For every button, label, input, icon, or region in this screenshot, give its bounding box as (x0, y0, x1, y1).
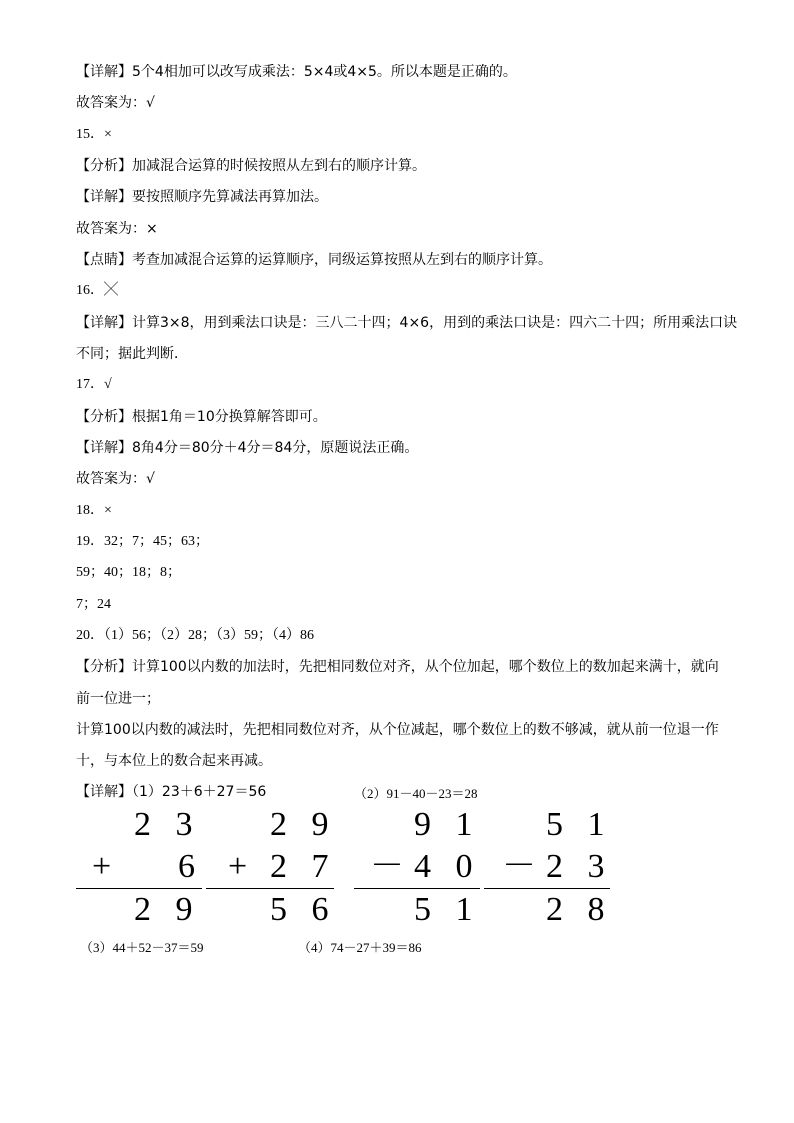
text-line: 【点睛】考查加减混合运算的运算顺序，同级运算按照从左到右的顺序计算。 (76, 252, 552, 268)
text-line: 故答案为：√ (76, 95, 155, 111)
calc2-rule (206, 888, 334, 889)
calc4-operator: － (502, 848, 536, 885)
text-line: 【分析】加减混合运算的时候按照从左到右的顺序计算。 (76, 158, 426, 174)
text-line: 不同；据此判断． (76, 346, 188, 362)
text-line: 【分析】根据1角＝10分换算解答即可。 (76, 409, 327, 425)
detail-label: 【详解】（1）23＋6＋27＝56 (76, 784, 267, 800)
answer-line: 20．（1）56；（2）28；（3）59；（4）86 (76, 628, 314, 643)
text-line: 【分析】计算100以内数的加法时，先把相同数位对齐，从个位加起，哪个数位上的数加起来满十，就向 (76, 659, 719, 675)
calc3-bottom: 4 0 (414, 848, 481, 885)
calc3-rule (354, 888, 480, 889)
text-line: 【详解】要按照顺序先算减法再算加法。 (76, 189, 328, 205)
calc3-top: 9 1 (414, 806, 481, 843)
answer-line: 19．32；7；45；63； (76, 534, 209, 549)
text-line: 故答案为：√ (76, 471, 155, 487)
calc1-bottom: 6 (178, 848, 195, 885)
calc2-result: 5 6 (270, 891, 337, 928)
calc1-rule (76, 888, 202, 889)
text-line: 十，与本位上的数合起来再减。 (76, 753, 272, 769)
question-number: 15．× (76, 127, 112, 142)
text-line: 计算100以内数的减法时，先把相同数位对齐，从个位减起，哪个数位上的数不够减，就从前一位退一作 (76, 722, 719, 738)
calc2-bottom: 2 7 (270, 848, 337, 885)
answer-line: 7；24 (76, 597, 111, 612)
part4-label: （4）74－27＋39＝86 (298, 940, 422, 955)
calc4-rule (484, 888, 610, 889)
part2-label: （2）91－40－23＝28 (354, 786, 478, 801)
question-number: 17．√ (76, 377, 112, 392)
calc2-top: 2 9 (270, 806, 337, 843)
calc4-result: 2 8 (546, 891, 613, 928)
calc4-top: 5 1 (546, 806, 613, 843)
question-number: 16．╳ (76, 283, 118, 298)
text-line: 【详解】5个4相加可以改写成乘法：5×4或4×5。所以本题是正确的。 (76, 64, 517, 80)
calc1-result: 2 9 (134, 891, 201, 928)
text-line: 故答案为：× (76, 221, 158, 237)
calc1-top: 2 3 (134, 806, 201, 843)
part3-label: （3）44＋52－37＝59 (80, 940, 204, 955)
calc4-bottom: 2 3 (546, 848, 613, 885)
text-line: 前一位进一； (76, 691, 160, 707)
text-line: 【详解】8角4分＝80分＋4分＝84分，原题说法正确。 (76, 440, 419, 456)
question-number: 18．× (76, 503, 112, 518)
answer-line: 59；40；18；8； (76, 565, 181, 580)
calc3-result: 5 1 (414, 891, 481, 928)
calc3-operator: － (370, 848, 404, 885)
calc2-operator: + (228, 848, 248, 885)
text-line: 【详解】计算3×8，用到乘法口诀是：三八二十四；4×6，用到的乘法口诀是：四六二十四；所用乘法口诀 (76, 315, 738, 331)
calc1-operator: + (92, 848, 112, 885)
